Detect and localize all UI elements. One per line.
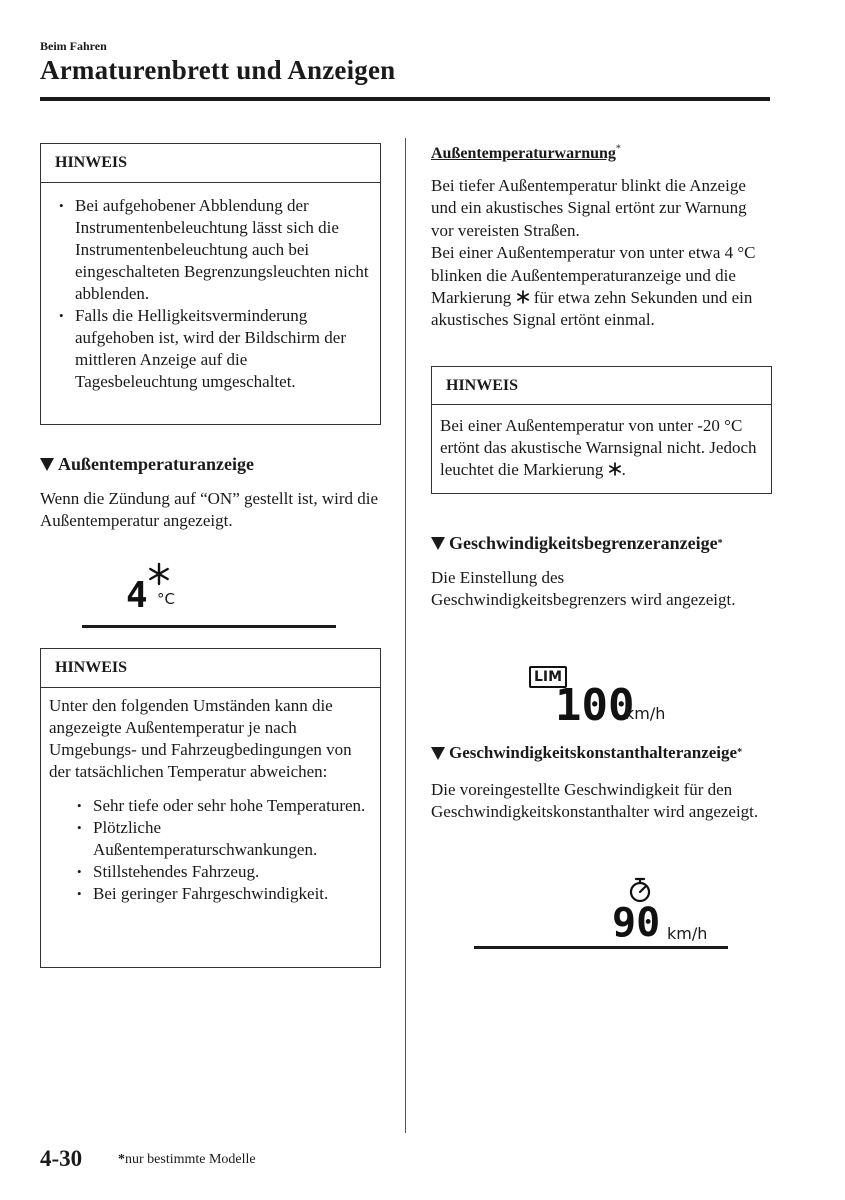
column-divider <box>405 138 406 1133</box>
triangle-marker-icon <box>431 747 445 760</box>
list-item: • Stillstehendes Fahrzeug. <box>75 861 372 883</box>
warning-heading <box>431 145 621 163</box>
note-intro: Unter den folgenden Umständen kann die angezeigte Außentemperatur je nach Umgebungs- und Fahrzeugbedingungen von der tatsächlichen Temperatur abweichen: <box>49 696 352 781</box>
cruise-speed-value: 90 <box>612 900 661 946</box>
temp-display-heading <box>40 454 254 475</box>
title-divider <box>40 97 770 101</box>
note-box-warning <box>431 366 772 494</box>
list-item: • Bei geringer Fahrgeschwindigkeit. <box>75 883 372 905</box>
speed-limiter-text: Die Einstellung des Geschwindigkeitsbegrenzers wird angezeigt. <box>431 568 736 610</box>
display-baseline <box>474 946 728 949</box>
warning-text <box>431 175 771 332</box>
paragraph: Bei einer Außentemperatur von unter etwa 4 °C blinken die Außentemperaturanzeige und die Markierung für etwa zehn Sekunden und ein akustisches Signal ertönt einmal. <box>431 243 756 330</box>
display-baseline <box>82 625 336 628</box>
footnote <box>118 1152 256 1168</box>
speed-limit-value: 100 <box>555 680 635 731</box>
model-mark: * <box>615 143 621 155</box>
list-item: • Bei aufgehobener Abblendung der Instrumentenbeleuchtung lässt sich die Instrumentenbeleuchtung auch bei eingeschalteten Begrenzungsleuchten nicht abblenden. <box>57 195 372 305</box>
footnote-mark: * <box>118 1152 125 1167</box>
page-title: Armaturenbrett und Anzeigen <box>40 55 396 85</box>
note-heading: HINWEIS <box>41 144 380 183</box>
temperature-value: 4 <box>126 575 148 616</box>
note-heading: HINWEIS <box>432 367 771 405</box>
speed-limiter-illustration <box>525 662 685 732</box>
note-heading: HINWEIS <box>41 649 380 688</box>
speed-unit: km/h <box>667 924 708 943</box>
snowflake-icon <box>516 290 530 304</box>
lim-badge: LIM <box>529 666 567 688</box>
list-item: • Falls die Helligkeitsverminderung aufgehoben ist, wird der Bildschirm der mittleren Anzeige auf die Tagesbeleuchtung umgeschaltet. <box>57 305 372 393</box>
triangle-marker-icon <box>431 537 445 550</box>
heading-text: Geschwindigkeitskonstanthalteranzeige <box>449 743 738 762</box>
speed-limiter-heading: Geschwindigkeitsbegrenzeranzeige * <box>431 533 723 554</box>
list-item: • Plötzliche Außentemperaturschwankungen. <box>75 817 372 861</box>
heading-text: Außentemperaturwarnung <box>431 145 616 162</box>
temperature-display-illustration <box>80 560 340 632</box>
cruise-control-illustration <box>472 872 762 954</box>
note-box-temperature <box>40 648 381 968</box>
heading-text: Außentemperaturanzeige <box>58 454 254 474</box>
note-box-dimming <box>40 143 381 425</box>
section-label: Beim Fahren <box>40 39 107 53</box>
footnote-text: nur bestimmte Modelle <box>125 1152 256 1167</box>
temp-display-text: Wenn die Zündung auf “ON” gestellt ist, wird die Außentemperatur angezeigt. <box>40 489 379 531</box>
temperature-unit: °C <box>157 590 175 608</box>
note-text: Bei einer Außentemperatur von unter -20 °C ertönt das akustische Warnsignal nicht. Jedoch leuchtet die Markierung . <box>440 416 757 479</box>
snowflake-icon <box>608 462 622 476</box>
snowflake-icon <box>145 562 173 586</box>
cruise-control-heading: Geschwindigkeitskonstanthalteranzeige * <box>431 743 742 763</box>
triangle-marker-icon <box>40 458 54 471</box>
page-number: 4-30 <box>40 1146 83 1171</box>
heading-text: Geschwindigkeitsbegrenzeranzeige <box>449 533 718 553</box>
paragraph: Bei tiefer Außentemperatur blinkt die Anzeige und ein akustisches Signal ertönt zur Warnung vor vereisten Straßen. <box>431 176 747 240</box>
cruise-control-text: Die voreingestellte Geschwindigkeit für den Geschwindigkeitskonstanthalter wird angezeigt. <box>431 780 759 822</box>
list-item: • Sehr tiefe oder sehr hohe Temperaturen. <box>75 795 372 817</box>
speed-unit: km/h <box>625 704 666 723</box>
